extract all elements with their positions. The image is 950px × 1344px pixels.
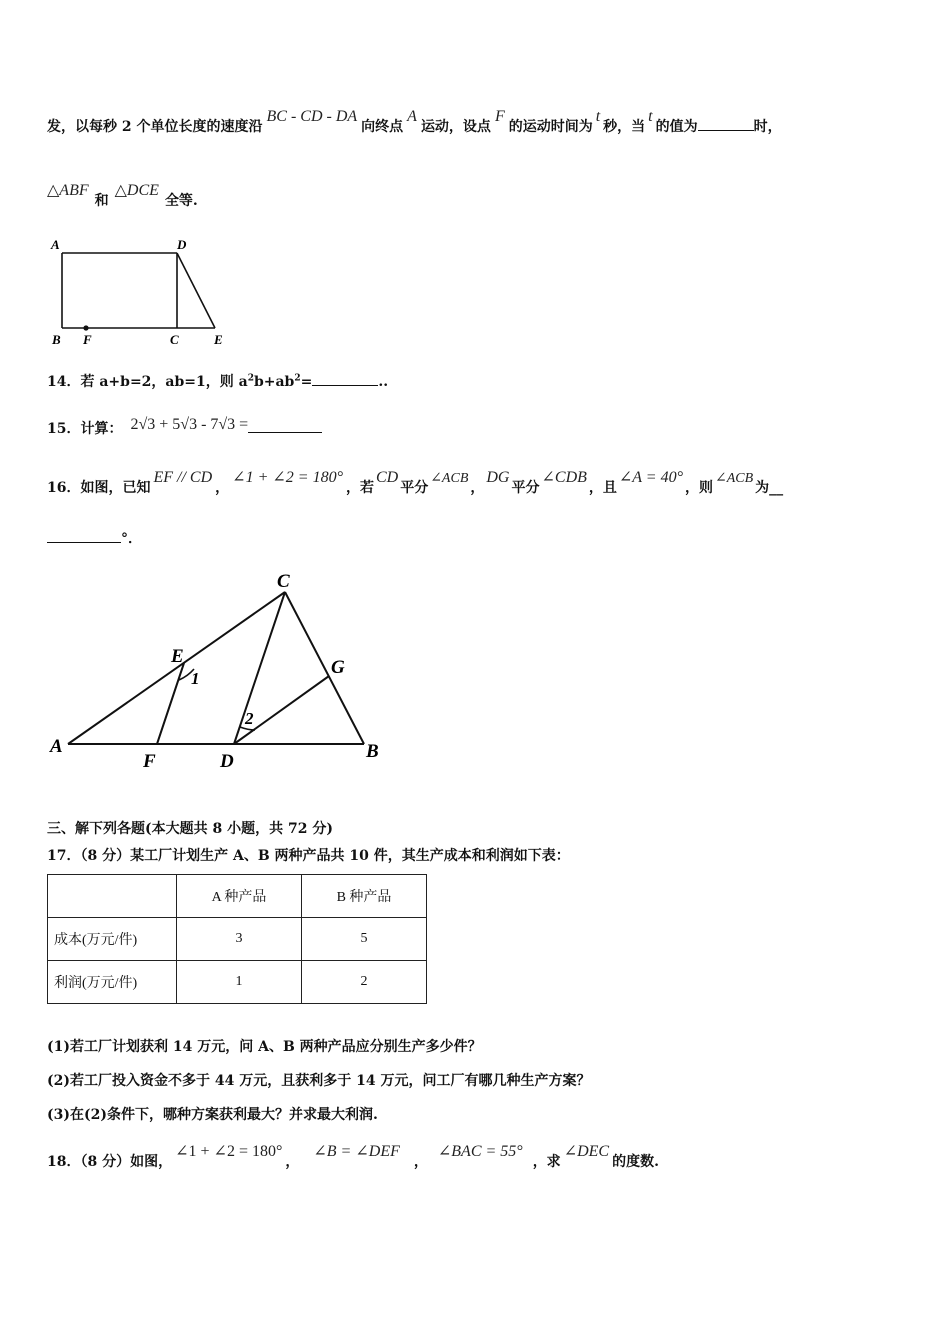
q16-answer-blank[interactable] <box>47 528 121 543</box>
q16-math-acb2: ∠ACB <box>714 471 754 486</box>
segment-dg <box>234 676 329 744</box>
fig2-label-b: B <box>366 741 379 762</box>
q16-text-i: 为__ <box>755 480 784 496</box>
section3-title-text: 三、解下列各题(本大题共 8 小题，共 72 分) <box>47 821 333 837</box>
table-cell: 5 <box>302 918 427 961</box>
q14-tail: = <box>300 374 313 390</box>
fig2-label-f: F <box>143 751 156 772</box>
fig1-label-f: F <box>83 332 92 347</box>
q17-sub1-text: (1)若工厂计划获利 14 万元，问 A、B 两种产品应分别生产多少件？ <box>47 1039 482 1055</box>
q13-text-d: 的运动时间为 <box>508 119 593 135</box>
q13-math-abf: △ABF <box>47 182 89 199</box>
fig2-label-d: D <box>220 751 234 772</box>
q15-answer-blank[interactable] <box>248 418 322 433</box>
q17-sub3 <box>47 1104 378 1124</box>
q13-text-and: 和 <box>94 193 109 209</box>
q17-sub2 <box>47 1070 590 1090</box>
q13-line1 <box>47 108 782 136</box>
answer-blank[interactable] <box>698 116 754 131</box>
q16-text-h: ，则 <box>684 480 713 496</box>
figure-triangle <box>68 592 364 744</box>
q13-math-dce: △DCE <box>114 182 159 199</box>
q16-text-g: ，且 <box>588 480 617 496</box>
fig2-label-g: G <box>331 657 345 678</box>
fig2-label-a: A <box>50 736 63 757</box>
fig1-label-c: C <box>170 332 179 347</box>
q17-text: 17．（8 分）某工厂计划生产 A、B 两种产品共 10 件，其生产成本和利润如下表： <box>47 848 570 864</box>
angle-arc-2 <box>240 727 255 730</box>
table-row <box>48 961 427 1004</box>
q15-line <box>47 418 322 438</box>
q18-text-c: ， <box>413 1154 428 1170</box>
table-cell: 3 <box>177 918 302 961</box>
q16-text-b: ， <box>215 480 230 496</box>
point-f <box>83 325 88 330</box>
q16-text-c: ，若 <box>345 480 374 496</box>
q16-line1 <box>47 469 784 497</box>
q14-number: 14． <box>47 374 81 390</box>
q13-math-a: A <box>407 108 417 125</box>
q15-expression: 2√3 + 5√3 - 7√3 = <box>130 416 249 433</box>
table-header-cell: B 种产品 <box>302 875 427 918</box>
table-cell: 成本(万元/件) <box>48 918 177 961</box>
q13-line2 <box>47 182 198 210</box>
table-header-row <box>48 875 427 918</box>
q15-number: 15． <box>47 421 81 437</box>
q13-text-a: 发，以每秒 2 个单位长度的速度沿 <box>47 119 263 135</box>
q13-math-path: BC - CD - DA <box>266 108 358 125</box>
segment-de <box>177 253 215 328</box>
q13-text-b: 向终点 <box>361 119 404 135</box>
q18-math-dec: ∠DEC <box>563 1143 610 1160</box>
q18-math-bac: ∠BAC = 55° <box>437 1143 523 1160</box>
q15-text: 计算： <box>80 421 123 437</box>
q14-answer-blank[interactable] <box>312 371 378 386</box>
q16-math-dg: DG <box>486 469 510 486</box>
q16-text-f: 平分 <box>511 480 540 496</box>
q17-sub2-text: (2)若工厂投入资金不多于 44 万元，且获利多于 14 万元，问工厂有哪几种生产方案？ <box>47 1073 591 1089</box>
q13-text-f: 的值为 <box>655 119 698 135</box>
segment-ef <box>157 663 184 744</box>
q14-text: 若 a+b=2，ab=1，则 a <box>80 374 248 390</box>
q13-text-congruent: 全等. <box>164 193 198 209</box>
q18-text-e: 的度数. <box>612 1154 659 1170</box>
q16-degree-end: °． <box>121 531 142 547</box>
fig2-label-e: E <box>171 646 184 667</box>
segment-cd <box>234 592 285 744</box>
q14-line <box>47 371 388 391</box>
cost-profit-table <box>47 874 427 1004</box>
q18-text-d: ，求 <box>532 1154 561 1170</box>
fig2-label-2: 2 <box>245 709 254 728</box>
q16-text-d: 平分 <box>400 480 429 496</box>
table-header-cell: A 种产品 <box>177 875 302 918</box>
table-cell: 1 <box>177 961 302 1004</box>
q16-math-parallel: EF // CD <box>153 469 213 486</box>
angle-arc-1 <box>179 669 194 680</box>
segment-ac <box>68 592 285 744</box>
q18-math-angle-sum: ∠1 + ∠2 = 180° <box>175 1143 283 1160</box>
q17-sub3-text: (3)在(2)条件下，哪种方案获利最大？并求最大利润. <box>47 1107 378 1123</box>
segment-cb <box>285 592 364 744</box>
q18-text-b: ， <box>285 1154 300 1170</box>
q16-text-e: ， <box>470 480 485 496</box>
q18-text-a: 18．（8 分）如图， <box>47 1154 173 1170</box>
q13-text-g: 时， <box>753 119 782 135</box>
q13-text-c: 运动，设点 <box>420 119 491 135</box>
q16-math-angle-sum: ∠1 + ∠2 = 180° <box>232 469 343 486</box>
q16-math-angle-a: ∠A = 40° <box>618 469 683 486</box>
q13-text-e: 秒，当 <box>603 119 646 135</box>
q13-math-t1: t <box>595 108 601 125</box>
q18-math-b-def: ∠B = ∠DEF <box>313 1143 400 1160</box>
q13-math-t2: t <box>648 108 653 125</box>
fig2-label-c: C <box>277 571 290 592</box>
q17-line <box>47 845 570 865</box>
table-cell: 2 <box>302 961 427 1004</box>
q16-number: 16． <box>47 480 81 496</box>
fig1-label-b: B <box>52 332 61 347</box>
q16-text-a: 如图，已知 <box>80 480 151 496</box>
table-row <box>48 918 427 961</box>
fig1-label-a: A <box>51 237 60 252</box>
fig1-label-e: E <box>214 332 223 347</box>
fig1-label-d: D <box>177 237 187 252</box>
table-cell: 利润(万元/件) <box>48 961 177 1004</box>
section3-title <box>47 818 333 838</box>
q14-sup1: 2 <box>247 373 254 384</box>
q13-math-f: F <box>494 108 505 125</box>
q17-sub1 <box>47 1036 482 1056</box>
q16-math-cdb: ∠CDB <box>541 469 587 486</box>
fig2-label-1: 1 <box>191 669 200 688</box>
trapezoid-shape <box>62 253 215 328</box>
q16-line2 <box>47 528 142 548</box>
q18-line <box>47 1143 659 1171</box>
q14-sup2: 2 <box>294 373 301 384</box>
q16-math-acb1: ∠ACB <box>430 471 469 486</box>
table-header-cell <box>48 875 177 918</box>
q16-math-cd: CD <box>375 469 399 486</box>
q14-end: .. <box>378 374 389 390</box>
q14-mid: b+ab <box>253 374 295 390</box>
